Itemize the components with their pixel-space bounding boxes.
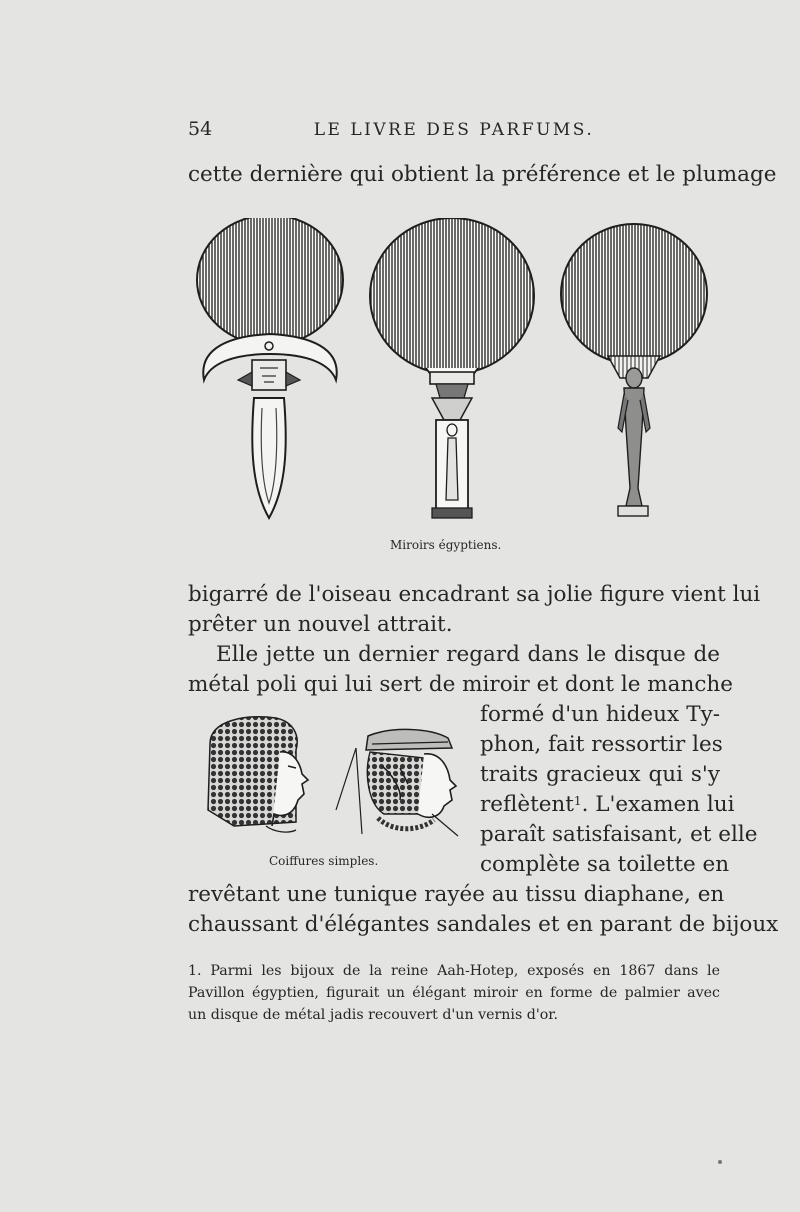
coiffures-figure xyxy=(196,714,466,844)
text-line: formé d'un hideux Ty- xyxy=(480,702,720,727)
paper-speck xyxy=(718,1160,722,1164)
footnote-reference[interactable]: 1 xyxy=(573,794,582,808)
text-line: Elle jette un dernier regard dans le disque de xyxy=(216,642,720,667)
text-line: chaussant d'élégantes sandales et en parant de bijoux xyxy=(188,912,779,937)
mirrors-figure xyxy=(190,218,720,528)
footnote-line: 1. Parmi les bijoux de la reine Aah-Hotep, exposés en 1867 dans le xyxy=(188,963,720,979)
hathor-handle-mirror-icon xyxy=(197,218,343,518)
text-line: cette dernière qui obtient la préférence et le plumage xyxy=(188,162,777,187)
text-line: traits gracieux qui s'y xyxy=(480,762,720,787)
text-line: reflètent$^1$. L'examen lui xyxy=(480,792,735,817)
text-line: paraît satisfaisant, et elle xyxy=(480,822,758,847)
papyrus-column-mirror-icon xyxy=(370,218,534,518)
running-title: LE LIVRE DES PARFUMS. xyxy=(313,120,595,140)
text-line: revêtant une tunique rayée au tissu diaphane, en xyxy=(188,882,725,907)
figure-handle-mirror-icon xyxy=(561,224,707,516)
footnote-line: un disque de métal jadis recouvert d'un vernis d'or. xyxy=(188,1007,559,1023)
text-line: complète sa toilette en xyxy=(480,852,730,877)
footnote-line: Pavillon égyptien, figurait un élégant miroir en forme de palmier avec xyxy=(188,985,720,1001)
mirrors-caption: Miroirs égyptiens. xyxy=(390,538,502,552)
text-line: bigarré de l'oiseau encadrant sa jolie figure vient lui xyxy=(188,582,761,607)
wig-head-icon xyxy=(208,717,308,832)
text-line: prêter un nouvel attrait. xyxy=(188,612,453,637)
coiffures-caption: Coiffures simples. xyxy=(269,854,379,868)
text-line: métal poli qui lui sert de miroir et dont le manche xyxy=(188,672,733,697)
page-header xyxy=(188,118,720,148)
text-line: phon, fait ressortir les xyxy=(480,732,723,757)
page-number: 54 xyxy=(188,118,213,140)
vulture-headdress-head-icon xyxy=(336,729,458,836)
